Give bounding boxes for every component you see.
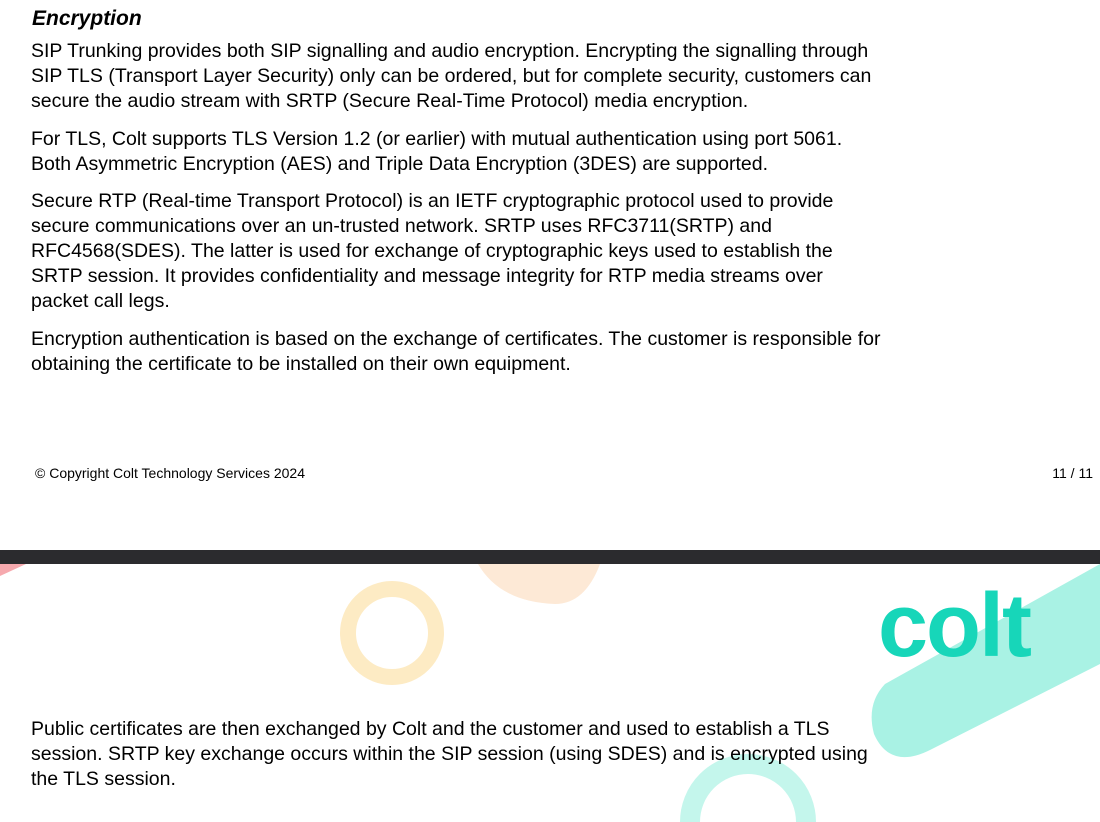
paragraph-tls: For TLS, Colt supports TLS Version 1.2 (or earlier) with mutual authentication using port 5061. Both Asymmetric Encryption (AES) and Triple Data Encryption (3DES) are supported. [31,128,843,175]
colt-logo: colt [878,576,1031,676]
next-document-page [0,564,1100,822]
page-number: 11 / 11 [1052,465,1093,481]
paragraph-sip-trunking: SIP Trunking provides both SIP signalling and audio encryption. Encrypting the signalling through SIP TLS (Transport Layer Security) only can be ordered, but for complete security, customers can secure the audio stream with SRTP (Secure Real-Time Protocol) media encryption. [31,40,872,112]
paragraph-authentication: Encryption authentication is based on the exchange of certificates. The customer is responsible for obtaining the certificate to be installed on their own equipment. [31,328,881,375]
red-corner-shape [0,564,26,576]
section-heading: Encryption [32,7,142,30]
page-separator [0,550,1100,564]
peach-arc-shape [478,564,600,604]
footer-copyright: © Copyright Colt Technology Services 2024 [35,465,305,481]
yellow-ring-shape [348,589,436,677]
paragraph-public-certificates: Public certificates are then exchanged by Colt and the customer and used to establish a TLS session. SRTP key exchange occurs within the SIP session (using SDES) and is encrypted using the TLS session. [31,718,868,790]
paragraph-srtp: Secure RTP (Real-time Transport Protocol) is an IETF cryptographic protocol used to provide secure communications over an un-trusted network. SRTP uses RFC3711(SRTP) and RFC4568(SDES). The latter is used for exchange of cryptographic keys used to establish the SRTP session. It provides confidentiality and message integrity for RTP media streams over packet call legs. [31,190,834,312]
